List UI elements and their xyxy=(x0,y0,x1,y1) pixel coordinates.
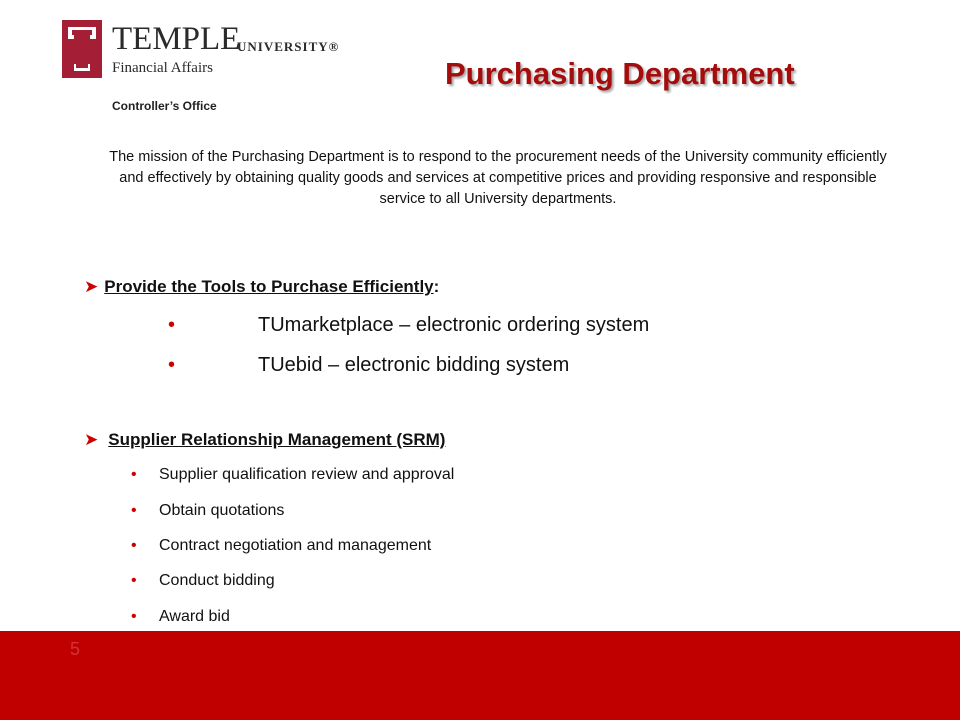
section-srm-heading: ➤ Supplier Relationship Management (SRM) xyxy=(84,430,446,449)
logo-wordmark: TEMPLE xyxy=(112,21,241,57)
temple-t-logo-icon xyxy=(62,20,102,78)
page-title: Purchasing Department xyxy=(445,56,795,91)
dot-bullet-icon: • xyxy=(131,502,137,519)
dot-bullet-icon: • xyxy=(131,537,137,554)
logo-office: Controller’s Office xyxy=(112,99,217,113)
temple-logo xyxy=(62,20,340,120)
footer-bar xyxy=(0,631,960,720)
section-tools-heading: ➤ Provide the Tools to Purchase Efficiently: xyxy=(84,277,440,296)
page-number: 5 xyxy=(70,639,81,659)
dot-bullet-icon: • xyxy=(168,314,176,336)
arrowhead-bullet-icon: ➤ xyxy=(84,430,99,449)
dot-bullet-icon: • xyxy=(168,354,176,376)
logo-division: Financial Affairs xyxy=(112,60,213,76)
logo-university: UNIVERSITY® xyxy=(237,39,340,54)
dot-bullet-icon: • xyxy=(131,466,137,483)
arrowhead-bullet-icon: ➤ xyxy=(84,277,99,296)
mission-statement: The mission of the Purchasing Department is to respond to the procurement needs of the University community efficiently and effectively by obtaining quality goods and services at competitive prices and providing responsive and responsible service to all University departments. xyxy=(109,149,887,207)
dot-bullet-icon: • xyxy=(131,572,137,589)
dot-bullet-icon: • xyxy=(131,608,137,625)
